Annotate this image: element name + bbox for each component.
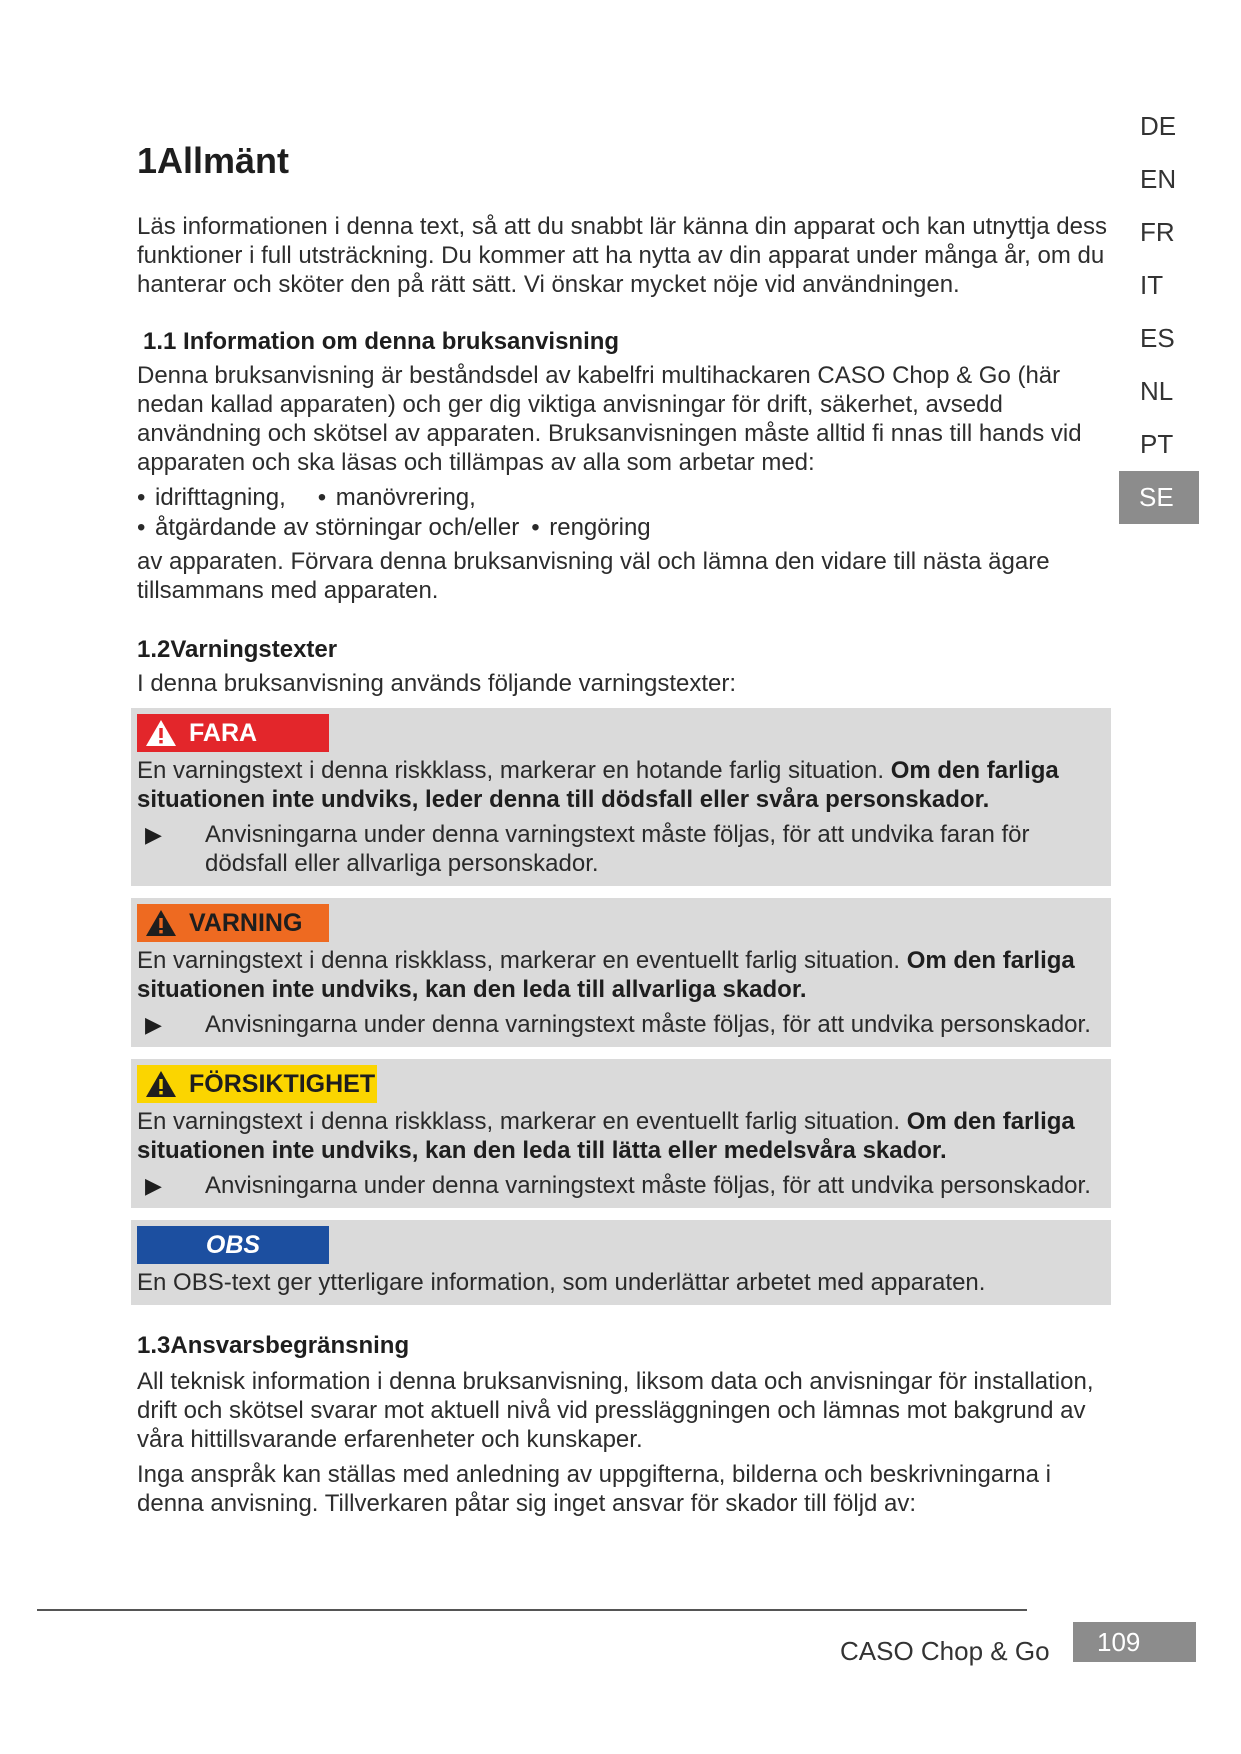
list-item: • åtgärdande av störningar och/eller: [137, 514, 520, 541]
danger-instruction-text: Anvisningarna under denna varningstext måste följas, för att undvika faran för dödsfall eller allvarliga personskador.: [205, 821, 1030, 877]
section-1-2-intro: I denna bruksanvisning används följande varningstexter:: [137, 670, 737, 697]
bullet-row: [137, 483, 1112, 513]
section-1-1-title: 1.1 Information om denna bruksanvisning: [143, 328, 620, 355]
lang-tab-it[interactable]: IT: [1140, 270, 1164, 300]
caution-description: [137, 1107, 1111, 1165]
danger-box: [131, 708, 1111, 886]
lang-tab-en[interactable]: EN: [1140, 164, 1177, 194]
footer-divider: [37, 1609, 1027, 1611]
page-title: 1Allmänt: [137, 140, 290, 181]
footer-brand: CASO Chop & Go: [840, 1636, 1050, 1666]
bullet-row: [137, 513, 1112, 543]
lang-tab-nl[interactable]: NL: [1140, 376, 1174, 406]
section-1-1-tail: av apparaten. Förvara denna bruksanvisning väl och lämna den vidare till nästa ägare tillsammans med apparaten.: [137, 548, 1050, 604]
warning-box: [131, 898, 1111, 1047]
warning-triangle-icon: [145, 719, 177, 747]
caution-box: [131, 1059, 1111, 1208]
danger-description: [137, 756, 1111, 814]
list-item: • rengöring: [531, 514, 651, 541]
caution-text: En varningstext i denna riskklass, markerar en eventuellt farlig situation.: [137, 1108, 901, 1135]
intro-paragraph: Läs informationen i denna text, så att du snabbt lär känna din apparat och kan utnyttja dess funktioner i full utsträckning. Du kommer att ha nytta av din apparat under många år, om du hanterar och sköter den på rätt sätt. Vi önskar mycket nöje vid användningen.: [137, 213, 1107, 298]
section-1-3-paragraph-2: Inga anspråk kan ställas med anledning av uppgifterna, bilderna och beskrivningarna i denna anvisning. Tillverkaren påtar sig inget ansvar för skador till följd av:: [137, 1461, 1051, 1517]
warning-label: [137, 904, 329, 942]
lang-tab-fr[interactable]: FR: [1140, 217, 1175, 247]
section-1-3-paragraph-1: All teknisk information i denna bruksanvisning, liksom data och anvisningar för installation, drift och skötsel svarar mot aktuell nivå vid pressläggningen och lämnas mot bakgrund av våra hittillsvarande erfarenheter och kunskaper.: [137, 1368, 1094, 1453]
list-item: • manövrering,: [317, 484, 476, 511]
language-tabs: [1120, 100, 1200, 524]
section-1-2-title: 1.2Varningstexter: [137, 636, 338, 663]
warning-triangle-icon: [145, 909, 177, 937]
caution-label: [137, 1065, 377, 1103]
danger-label-text: FARA: [189, 718, 258, 747]
arrow-right-icon: ▶: [145, 1012, 162, 1037]
warning-text: En varningstext i denna riskklass, markerar en eventuellt farlig situation.: [137, 947, 901, 974]
arrow-right-icon: ▶: [145, 822, 162, 847]
danger-instruction: [137, 820, 1111, 878]
section-1-1-paragraph: Denna bruksanvisning är beståndsdel av kabelfri multihackaren CASO Chop & Go (här nedan kallad apparaten) och ger dig viktiga anvisningar för drift, säkerhet, avsedd användning och skötsel av apparaten. Bruksanvisningen måste alltid fi nnas till hands vid apparaten och ska läsas och tillämpas av alla som arbetar med:: [137, 362, 1082, 476]
danger-bold-text: Om den farliga situationen inte undviks, leder denna till dödsfall eller svåra personskador.: [137, 757, 1059, 813]
notice-label: OBS: [137, 1226, 329, 1264]
lang-tab-se[interactable]: SE: [1119, 471, 1199, 524]
bullet-text: manövrering,: [335, 484, 476, 511]
warning-triangle-icon: [145, 1070, 177, 1098]
usage-bullet-list: [137, 483, 1112, 543]
caution-bold-text: Om den farliga situationen inte undviks, kan den leda till lätta eller medelsvåra skador.: [137, 1108, 1075, 1164]
lang-tab-es[interactable]: ES: [1140, 323, 1175, 353]
section-1-3-title: 1.3Ansvarsbegränsning: [137, 1332, 410, 1359]
page-number: 109: [1073, 1622, 1196, 1662]
notice-box: [131, 1220, 1111, 1305]
warning-description: [137, 946, 1111, 1004]
bullet-text: idrifttagning,: [155, 484, 286, 511]
lang-tab-de[interactable]: DE: [1140, 111, 1177, 141]
lang-tab-pt[interactable]: PT: [1140, 429, 1174, 459]
caution-instruction: [137, 1171, 1111, 1200]
warning-label-text: VARNING: [189, 908, 303, 937]
arrow-right-icon: ▶: [145, 1173, 162, 1198]
bullet-text: åtgärdande av störningar och/eller: [155, 514, 520, 541]
caution-instruction-text: Anvisningarna under denna varningstext måste följas, för att undvika personskador.: [205, 1172, 1091, 1199]
danger-label: [137, 714, 329, 752]
notice-text: En OBS-text ger ytterligare information, som underlättar arbetet med apparaten.: [137, 1269, 986, 1296]
list-item: • idrifttagning,: [137, 484, 286, 511]
bullet-text: rengöring: [549, 514, 651, 541]
warning-instruction: [137, 1010, 1111, 1039]
caution-label-text: FÖRSIKTIGHET: [189, 1069, 376, 1098]
danger-text: En varningstext i denna riskklass, markerar en hotande farlig situation.: [137, 757, 885, 784]
section-1-3: [137, 1331, 1112, 1518]
warning-instruction-text: Anvisningarna under denna varningstext måste följas, för att undvika personskador.: [205, 1011, 1091, 1038]
warning-bold-text: Om den farliga situationen inte undviks, kan den leda till allvarliga skador.: [137, 947, 1075, 1003]
main-content: [137, 140, 1112, 1518]
